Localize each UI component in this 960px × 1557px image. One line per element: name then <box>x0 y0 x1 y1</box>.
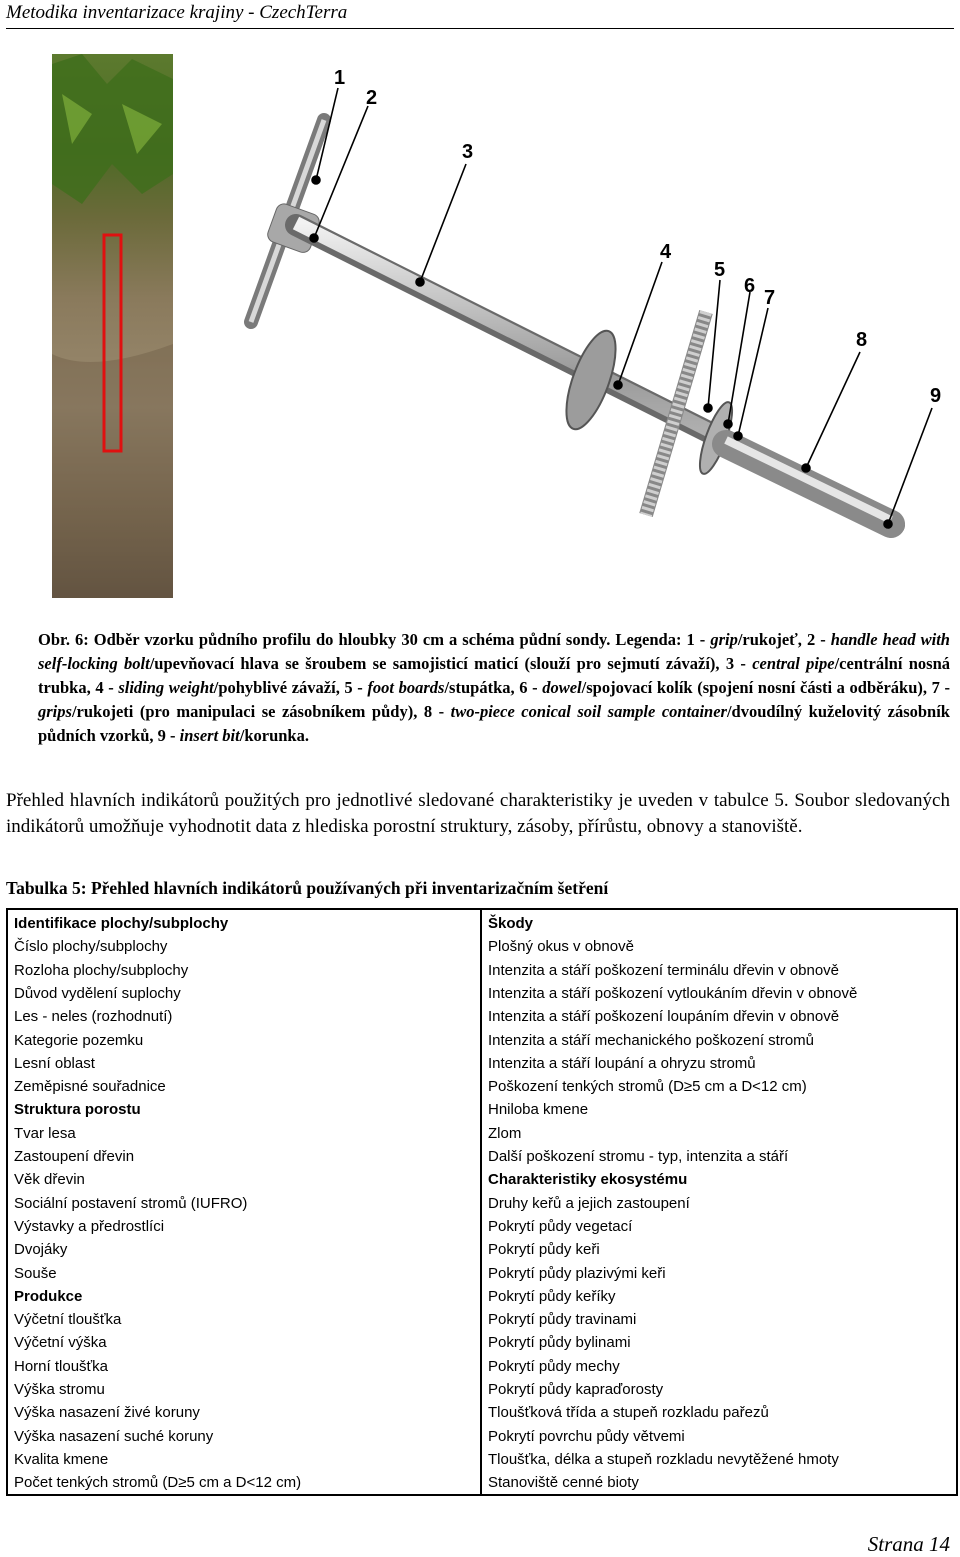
diagram-label-8: 8 <box>856 329 868 351</box>
table-cell: Pokrytí půdy keři <box>488 1241 600 1259</box>
caption-text: /rukojeti (pro manipulaci se zásobníkem půdy), 8 - <box>71 702 451 721</box>
table-cell: Sociální postavení stromů (IUFRO) <box>14 1194 248 1212</box>
table-cell: Les - neles (rozhodnutí) <box>14 1008 173 1026</box>
table-cell: Další poškození stromu - typ, intenzita a stáří <box>488 1148 789 1165</box>
table-cell: Rozloha plochy/subplochy <box>14 961 189 979</box>
table-cell: Druhy keřů a jejich zastoupení <box>488 1194 690 1212</box>
table-cell: Intenzita a stáří poškození vytloukáním dřevin v obnově <box>488 984 858 1002</box>
diagram-label-7: 7 <box>764 287 776 309</box>
soil-profile-photo <box>52 54 173 598</box>
diagram-label-2: 2 <box>366 87 378 109</box>
table-cell: Intenzita a stáří poškození loupáním dřevin v obnově <box>488 1008 840 1026</box>
table-section-heading: Identifikace plochy/subplochy <box>14 915 229 932</box>
soil-probe-diagram <box>226 60 960 560</box>
table-cell: Výčetní tloušťka <box>14 1311 122 1329</box>
caption-term: grips <box>38 702 72 721</box>
table-section-heading: Struktura porostu <box>14 1101 141 1119</box>
caption-text: /rukojeť, 2 - <box>737 630 831 649</box>
table-cell: Pokrytí půdy kapraďorosty <box>488 1381 664 1398</box>
caption-term: two-piece conical soil sample container <box>450 702 727 721</box>
table-cell: Lesní oblast <box>14 1054 95 1072</box>
page-number: Strana 14 <box>867 1532 950 1556</box>
caption-term: central pipe <box>752 654 835 673</box>
figure-caption <box>38 628 950 748</box>
table-cell: Výška nasazení živé koruny <box>14 1404 200 1422</box>
table-cell: Výška nasazení suché koruny <box>14 1427 214 1445</box>
table-cell: Pokrytí půdy mechy <box>488 1357 620 1375</box>
table-cell: Pokrytí povrchu půdy větvemi <box>488 1427 685 1445</box>
diagram-label-1: 1 <box>334 67 346 89</box>
table-cell: Počet tenkých stromů (D≥5 cm a D<12 cm) <box>14 1474 302 1492</box>
caption-term: handle head with self-locking bolt <box>38 630 950 673</box>
caption-term: sliding weight <box>118 678 214 697</box>
table-cell: Poškození tenkých stromů (D≥5 cm a D<12 cm) <box>488 1078 807 1096</box>
table-cell: Horní tloušťka <box>14 1357 108 1375</box>
table-cell: Důvod vydělení suplochy <box>14 984 181 1002</box>
soil-probe-schematic <box>226 60 960 560</box>
table-cell: Plošný okus v obnově <box>488 938 634 956</box>
soil-profile-image <box>52 54 173 598</box>
caption-term: dowel <box>542 678 582 697</box>
caption-text: /korunka. <box>239 726 309 745</box>
caption-text: /pohyblivé závaží, 5 - <box>213 678 368 697</box>
caption-text: /upevňovací hlava se šroubem se samojisticí maticí (slouží pro sejmutí závaží), 3 - <box>149 654 753 673</box>
table-cell: Intenzita a stáří mechanického poškození stromů <box>488 1031 815 1049</box>
table-section-heading: Charakteristiky ekosystému <box>488 1171 688 1189</box>
table-cell: Tloušťková třída a stupeň rozkladu pařezů <box>488 1404 769 1422</box>
caption-text: /centrální nosná trubka, 4 - <box>38 654 950 697</box>
table-cell: Zlom <box>488 1124 522 1142</box>
table-cell: Stanoviště cenné bioty <box>488 1474 639 1492</box>
table-cell: Pokrytí půdy bylinami <box>488 1334 631 1352</box>
table-cell: Pokrytí půdy travinami <box>488 1311 637 1329</box>
caption-text: /spojovací kolík (spojení nosní části a odběráku), 7 - <box>581 678 951 697</box>
table-cell: Tvar lesa <box>14 1124 76 1142</box>
table-cell: Věk dřevin <box>14 1171 85 1189</box>
caption-term: foot boards <box>367 678 445 697</box>
table-cell: Tloušťka, délka a stupeň rozkladu nevytěžené hmoty <box>488 1450 839 1468</box>
table-cell: Pokrytí půdy keříky <box>488 1287 616 1305</box>
table-cell: Intenzita a stáří poškození terminálu dřevin v obnově <box>488 961 840 979</box>
indicators-table <box>6 908 958 1496</box>
table-cell: Souše <box>14 1264 57 1282</box>
table-column-right <box>482 910 956 1494</box>
table-cell: Kvalita kmene <box>14 1450 109 1468</box>
body-paragraph: Přehled hlavních indikátorů použitých pro jednotlivé sledované charakteristiky je uveden v tabulce 5. Soubor sledovaných indikátorů umožňuje vyhodnotit data z hlediska porostní struktury, zásoby, přírůstu, obnovy a stanoviště. <box>6 790 950 837</box>
diagram-label-4: 4 <box>660 241 672 263</box>
table-cell: Kategorie pozemku <box>14 1031 144 1049</box>
table-cell: Hniloba kmene <box>488 1101 589 1119</box>
table-cell: Intenzita a stáří loupání a ohryzu stromů <box>488 1054 756 1072</box>
table-title: Tabulka 5: Přehled hlavních indikátorů používaných při inventarizačním šetření <box>6 878 609 898</box>
table-cell: Zastoupení dřevin <box>14 1148 135 1165</box>
table-cell: Dvojáky <box>14 1241 68 1259</box>
table-cell: Výstavky a předrostlíci <box>14 1217 165 1235</box>
table-cell: Zeměpisné souřadnice <box>14 1078 166 1096</box>
caption-text: Obr. 6: Odběr vzorku půdního profilu do hloubky 30 cm a schéma půdní sondy. Legenda: 1 - <box>38 630 711 649</box>
header-title: Metodika inventarizace krajiny - CzechTerra <box>6 2 348 23</box>
caption-text: /dvoudílný kuželovitý zásobník půdních vzorků, 9 - <box>38 702 950 745</box>
table-cell: Výška stromu <box>14 1381 105 1398</box>
caption-term: grip <box>710 630 738 649</box>
page-header <box>6 0 954 29</box>
diagram-label-3: 3 <box>462 141 474 163</box>
table-cell: Číslo plochy/subplochy <box>14 938 168 956</box>
diagram-label-6: 6 <box>744 275 756 297</box>
caption-term: insert bit <box>179 726 240 745</box>
table-column-left <box>8 910 482 1494</box>
caption-text: /stupátka, 6 - <box>444 678 543 697</box>
diagram-label-5: 5 <box>714 259 726 281</box>
table-cell: Pokrytí půdy plazivými keři <box>488 1264 666 1282</box>
table-cell: Výčetní výška <box>14 1334 107 1352</box>
table-section-heading: Produkce <box>14 1287 83 1305</box>
table-cell: Pokrytí půdy vegetací <box>488 1217 633 1235</box>
diagram-label-9: 9 <box>930 385 942 407</box>
table-section-heading: Škody <box>488 915 534 932</box>
